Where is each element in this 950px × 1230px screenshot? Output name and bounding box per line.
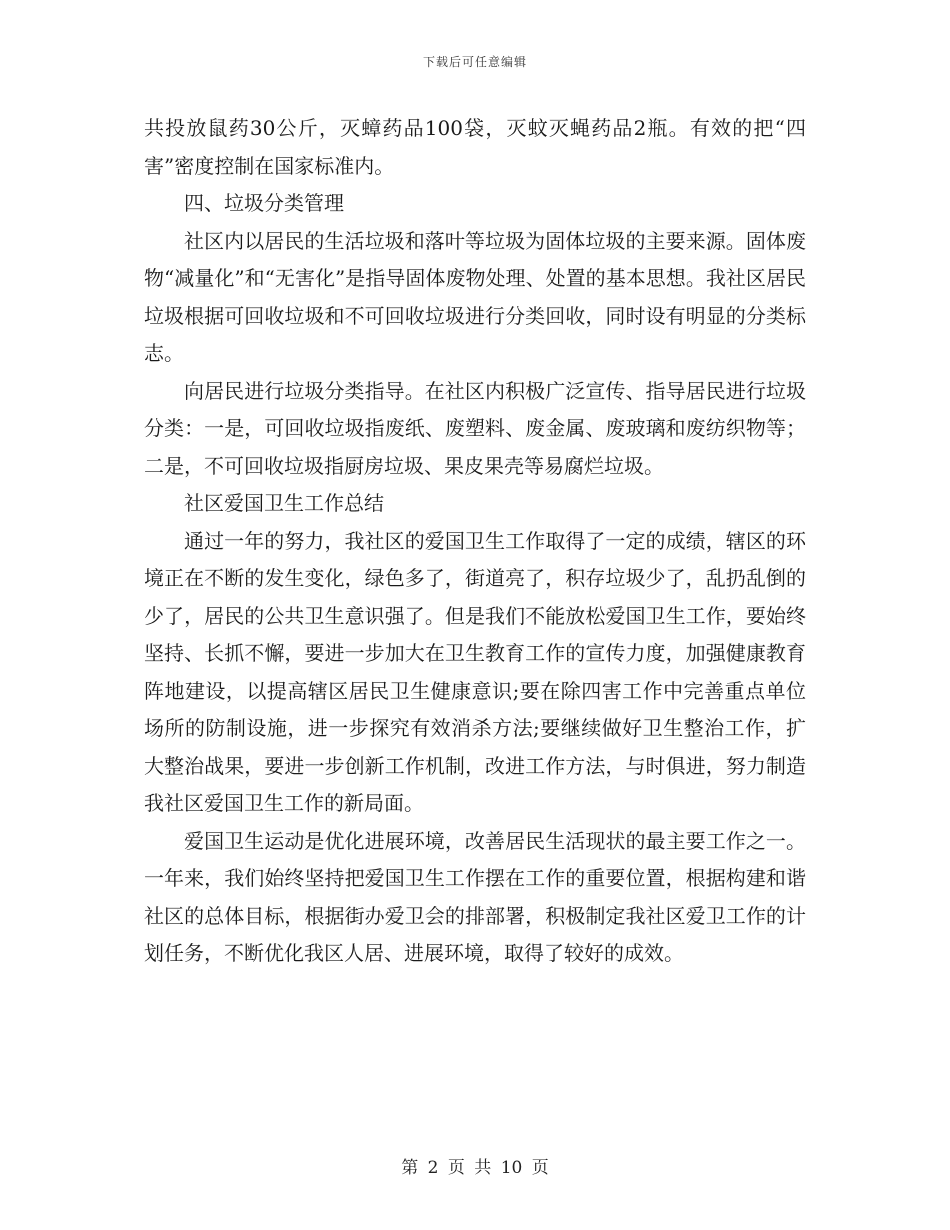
section-heading: 社区爱国卫生工作总结: [184, 491, 384, 515]
paragraph: 向居民进行垃圾分类指导。在社区内积极广泛宣传、指导居民进行垃圾分类：一是，可回收垃圾指废纸、废塑料、废金属、废玻璃和废纺织物等；二是，不可回收垃圾指厨房垃圾、果皮果壳等易腐烂垃圾。: [144, 378, 806, 478]
paragraph: 爱国卫生运动是优化进展环境，改善居民生活现状的最主要工作之一。一年来，我们始终坚持把爱国卫生工作摆在工作的重要位置，根据构建和谐社区的总体目标，根据街办爱卫会的排部署，积极制定我社区爱卫工作的计划任务，不断优化我区人居、进展环境，取得了较好的成效。: [144, 828, 806, 965]
paragraph: 通过一年的努力，我社区的爱国卫生工作取得了一定的成绩，辖区的环境正在不断的发生变化，绿色多了，街道亮了，积存垃圾少了，乱扔乱倒的少了，居民的公共卫生意识强了。但是我们不能放松爱国卫生工作，要始终坚持、长抓不懈，要进一步加大在卫生教育工作的宣传力度，加强健康教育阵地建设，以提高辖区居民卫生健康意识;要在除四害工作中完善重点单位场所的防制设施，进一步探究有效消杀方法;要继续做好卫生整治工作，扩大整治战果，要进一步创新工作机制，改进工作方法，与时俱进，努力制造我社区爱国卫生工作的新局面。: [144, 528, 806, 815]
page-header: 下载后可任意编辑: [422, 55, 527, 69]
page-number-footer: 第 2 页 共 10 页: [401, 1158, 549, 1178]
paragraph: 社区内以居民的生活垃圾和落叶等垃圾为固体垃圾的主要来源。固体废物“减量化”和“无害化”是指导固体废物处理、处置的基本思想。我社区居民垃圾根据可回收垃圾和不可回收垃圾进行分类回收，同时设有明显的分类标志。: [144, 228, 806, 365]
document-body: [144, 110, 806, 973]
paragraph: 共投放鼠药30公斤，灭蟑药品100袋，灭蚊灭蝇药品2瓶。有效的把“四害”密度控制在国家标准内。: [144, 116, 806, 178]
section-heading: 四、垃圾分类管理: [184, 191, 344, 215]
